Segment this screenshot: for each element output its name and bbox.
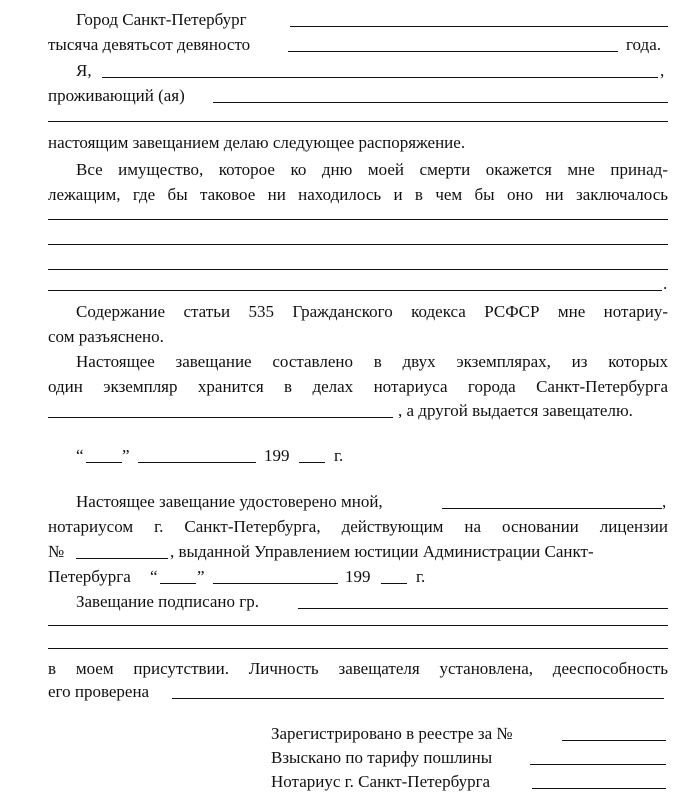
- article-row-1: [0, 300, 700, 324]
- article-text-1: Содержание статьи 535 Гражданского кодекса РСФСР мне нотариу-: [76, 302, 668, 321]
- disposition-text: настоящим завещанием делаю следующее распоряжение.: [48, 133, 466, 152]
- notary-text: нотариусом г. Санкт-Петербурга, действующим на основании лицензии: [48, 517, 668, 536]
- fee-label: Взыскано по тарифу пошлины: [271, 748, 493, 767]
- date-row: [0, 444, 700, 468]
- registry-row: [0, 722, 700, 746]
- issued-label: , выданной Управлением юстиции Администрации Санкт-: [170, 542, 594, 561]
- quote-close: ”: [122, 446, 130, 465]
- license-date-row: [0, 565, 700, 589]
- testator-name-row: [0, 59, 700, 83]
- address-continuation-field[interactable]: [48, 121, 668, 122]
- license-month-field[interactable]: [213, 583, 338, 584]
- month-field[interactable]: [138, 462, 256, 463]
- checked-field[interactable]: [172, 698, 664, 699]
- city-field[interactable]: [290, 26, 668, 27]
- copies-text-3: , а другой выдается завещателю.: [398, 401, 633, 420]
- checked-row: [0, 680, 700, 704]
- property-field-3[interactable]: [48, 269, 668, 270]
- year-abbr: г.: [334, 446, 344, 465]
- comma: ,: [660, 61, 665, 80]
- signer-field-2[interactable]: [48, 625, 668, 626]
- property-period: .: [663, 274, 668, 293]
- license-year-prefix: 199: [345, 567, 371, 586]
- license-quote-close: ”: [197, 567, 205, 586]
- year-label: тысяча девятьсот девяносто: [48, 35, 251, 54]
- license-row: [0, 540, 700, 564]
- i-label: Я,: [76, 61, 92, 80]
- residing-label: проживающий (ая): [48, 86, 185, 105]
- copies-row-1: [0, 350, 700, 374]
- residing-row: [0, 84, 700, 108]
- property-row-2: [0, 183, 700, 207]
- copies-text-1: Настоящее завещание составлено в двух экземплярах, из которых: [76, 352, 668, 371]
- signed-label: Завещание подписано гр.: [76, 592, 259, 611]
- registry-field[interactable]: [562, 740, 666, 741]
- license-year-digit-field[interactable]: [381, 583, 407, 584]
- disposition-row: [0, 131, 700, 155]
- property-text-2: лежащим, где бы таковое ни находилось и в чем бы оно ни заключалось: [48, 185, 668, 204]
- license-day-field[interactable]: [160, 583, 196, 584]
- number-sign: №: [48, 542, 65, 561]
- spb-label: Петербурга: [48, 567, 131, 586]
- license-quote-open: “: [150, 567, 158, 586]
- fee-field[interactable]: [530, 764, 666, 765]
- notary-signature-field[interactable]: [532, 788, 666, 789]
- property-field-2[interactable]: [48, 244, 668, 245]
- article-text-2: сом разъяснено.: [48, 327, 164, 346]
- checked-label: его проверена: [48, 682, 150, 701]
- testator-name-field[interactable]: [102, 77, 658, 78]
- year-row: [0, 33, 700, 57]
- city-label: Город Санкт-Петербург: [76, 10, 247, 29]
- city-row: [0, 8, 700, 32]
- notary-sign-label: Нотариус г. Санкт-Петербурга: [271, 772, 491, 791]
- registry-label: Зарегистрировано в реестре за №: [271, 724, 513, 743]
- copies-text-2: один экземпляр хранится в делах нотариуса города Санкт-Петербурга: [48, 377, 668, 396]
- property-field-1[interactable]: [48, 219, 668, 220]
- quote-open: “: [76, 446, 84, 465]
- day-field[interactable]: [86, 462, 122, 463]
- year-field[interactable]: [288, 51, 618, 52]
- certified-row: [0, 490, 700, 514]
- notary-name-field[interactable]: [48, 417, 393, 418]
- year-prefix: 199: [264, 446, 290, 465]
- property-text-1: Все имущество, которое ко дню моей смерти окажется мне принад-: [76, 160, 668, 179]
- article-row-2: [0, 325, 700, 349]
- property-field-4[interactable]: [48, 290, 662, 291]
- property-row-1: [0, 158, 700, 182]
- signer-field-3[interactable]: [48, 648, 668, 649]
- signed-row: [0, 590, 700, 614]
- year-suffix: года.: [626, 35, 662, 54]
- license-year-abbr: г.: [416, 567, 426, 586]
- license-number-field[interactable]: [76, 558, 168, 559]
- fee-row: [0, 746, 700, 770]
- presence-row: [0, 657, 700, 681]
- certified-comma: ,: [662, 492, 667, 511]
- copies-row-2: [0, 375, 700, 399]
- residing-field[interactable]: [213, 102, 668, 103]
- notary-sign-row: [0, 770, 700, 794]
- certified-label: Настоящее завещание удостоверено мной,: [76, 492, 383, 511]
- certifier-field[interactable]: [442, 508, 662, 509]
- property-row-last: [0, 272, 700, 296]
- year-digit-field[interactable]: [299, 462, 325, 463]
- notary-row: [0, 515, 700, 539]
- presence-text: в моем присутствии. Личность завещателя установлена, дееспособность: [48, 659, 668, 678]
- signer-field-1[interactable]: [298, 608, 668, 609]
- copies-row-3: [0, 399, 700, 423]
